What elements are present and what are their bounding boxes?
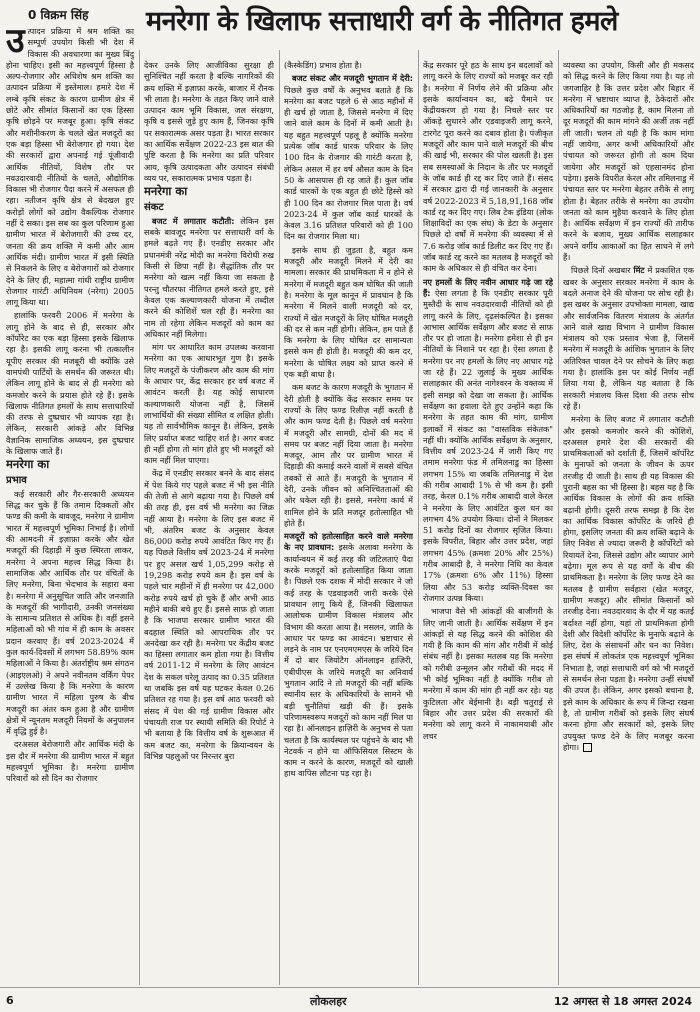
section-subheading: संकट <box>144 201 164 213</box>
article-column-1 <box>6 26 134 984</box>
article-column-4 <box>423 60 553 984</box>
inline-subheading: नए हमलों के लिए नवीन आधार गढ़े जा रहे हैं: <box>423 276 553 298</box>
footer-rule <box>0 987 700 988</box>
paragraph: (कैस्केडिंग) प्रभाव होता है। <box>284 60 362 70</box>
column-divider <box>279 50 280 985</box>
paragraph: कई सरकारी और गैर-सरकारी अध्ययन सिद्ध कर चुके हैं कि तमाम दिक्कतों और फण्ड की कमी के बावजूद, मनरेगा ने ग्रामीण भारत में महत्त्वपूर्ण भूमिका निभाई है। लोगों की आमदनी में इज़ाफ़ा करके और खेत मजदूरों की दिहाड़ी में कुछ स्थिरता लाकर, मनरेगा ने अपना महत्त्व सिद्ध किया है। सामाजिक और आर्थिक तौर पर वंचितों के लिए मनरेगा, बिना भेदभाव के सहारा बना है। मनरेगा में अनुसूचित जाति और जनजाति के मजदूरों की भागीदारी, उनकी जनसंख्या के सामान्य प्रतिशत से अधिक है। वहीं इसने महिलाओं को भी गांव में ही काम के अवसर प्रदान करवाए हैं। वर्ष 2023-2024 में कुल कार्य-दिवसों में लगभग 58.89% काम महिलाओं ने किया है। अंतर्राष्ट्रीय श्रम संगठन (आइएलओ) ने अपने नवीनतम वर्किंग पेपर में उल्लेख किया है कि मनरेगा के कारण ग्रामीण भारत में महिला पुरुष के बीच मजदूरी का अंतर कम हुआ है और ग्रामीण क्षेत्रों में न्यूनतम मजदूरी नियमों के अनुपालन में वृद्धि हुई है। <box>6 488 134 737</box>
article-column-2 <box>144 60 274 984</box>
article-headline: मनरेगा के खिलाफ सत्ताधारी वर्ग के नीतिगत हमले <box>146 6 618 37</box>
column-divider <box>418 50 419 985</box>
article-column-3 <box>284 60 413 984</box>
column-divider <box>558 50 559 985</box>
paragraph: नए हमलों के लिए नवीन आधार गढ़े जा रहे हैं: ऐसा लगता है कि एनडीए सरकार पूरी मुस्तैदी के साथ नवउदारवादी नीतियों को ही लागू करने के लिए, दृढ़संकल्पित है। इसका आभास आर्थिक सर्वेक्षण और बजट से साफ़ तौर पर हो जाता है। मनरेगा हमेशा से ही इन नीतियों के निशाने पर रहा है। ऐसा लगता है मनरेगा पर नए हमलों के लिए नए आधार गढ़े जा रहे हैं। 22 जुलाई के मुख्य आर्थिक सलाहकार की अनंत नागेश्वरन के वक्तव्य में इसी समझ को देखा जा सकता है। आर्थिक सर्वेक्षण का हवाला देते हुए उन्होंने कहा कि मनरेगा के तहत काम की मांग, ग्रामीण इलाकों में संकट का "वास्तविक संकेतक" नहीं थी। क्योंकि आर्थिक सर्वेक्षण के अनुसार, वित्तीय वर्ष 2023-24 में जारी किए गए तमाम मनरेगा फंड में तमिलनाडु का हिस्सा लगभग 15% था जबकि तमिलनाडु में देश की गरीब आबादी 1% से भी कम है। इसी तरह, केरल 0.1% गरीब आबादी वाले केरल ने मनरेगा के लिए आवंटित कुल धन का लगभग 4% उपयोग किया। दोनों ने मिलकर 51 करोड़ दिनों का रोजगार सृजित किया। इसके विपरीत, बिहार और उत्तर प्रदेश, जहां लगभग 45% (क्रमशः 20% और 25%) गरीब आबादी है, ने मनरेगा निधि का केवल 17% (क्रमशः 6% और 11%) हिस्सा लिया और 53 करोड़ व्यक्ति-दिवस का रोजगार उत्पन्न किया। <box>423 276 553 603</box>
paragraph: हालांकि फरवरी 2006 में मनरेगा के लागू होने के बाद से ही, सरकार और कॉर्पोरेट का एक बड़ा हिस्सा इसके खिलाफ रहा है। इसकी लागू करना भी तत्कालीन यूपीए सरकार की मजबूरी थी क्योंकि उसे वामपंथी पार्टियों के समर्थन की जरूरत थी। लेकिन लागू होने के बाद से ही मनरेगा को कमजोर करने के प्रयास होते रहे हैं। इसके खिलाफ नीतिगत हमलों के साथ सत्ताधारियों की तरफ से दुष्प्रचार भी व्यापक रहा है। लेकिन, सरकारी आंकड़े और विभिन्न वैज्ञानिक सामाजिक अध्ययन, इस दुष्प्रचार के खिलाफ जाते हैं। <box>6 310 134 456</box>
paragraph: मनरेगा के लिए बजट में लगातार कटौती और इसको कमजोर करने की कोशिशें, दरअसल हमारे देश की सरकारों की प्राथमिकताओं को दर्शाती हैं, जिसमें कॉर्पोरेट के मुनाफों को जनता के जीवन के ऊपर तरजीह दी जाती है। साथ ही यह विकास की पुरानी बहस का भी हिस्सा है। बहस यह है कि आर्थिक विकास के लोगों की क्रय शक्ति बढ़ानी होगी। दूसरी तरफ समझ है कि देश का आर्थिक विकास कॉर्पोरेट के जरिये ही होगा, इसलिए जनता की क्रय शक्ति बढ़ाने के लिए निवेश से ज्यादा जरूरी है कॉर्पोरेटों को रियायतें देना, जिससे उद्योग और व्यापार आगे बढ़ेगा। मूल रूप से यह वर्गों के बीच की प्राथमिकता है। मनरेगा के लिए फण्ड देने का मतलब है ग्रामीण सर्वहारा (खेत मजदूर, ग्रामीण मजदूर) और सीमांत किसानों को तरजीह देना। नवउदारवाद के दौर में यह कतई बर्दाश्त नहीं होगा, यहां तो प्राथमिकता होगी देशी और विदेशी कॉर्पोरेट के मुनाफे बढ़ाने के लिए, देश के संसाधनों और धन का निवेश। इस संघर्ष में लोकतंत्र एक महत्त्वपूर्ण भूमिका निभाता है, जहां सत्ताधारी वर्ग को भी मजदूरों से समर्थन लेना पड़ता है। मनरेगा उन्हीं संघर्षों की उपज है। लेकिन, अगर इसको बचाना है, इसे काम के अधिकार के रूप में जिन्दा रखना है, तो ग्रामीण गरीबों को इसके लिए संघर्ष करना होगा और सरकारों को, इसके लिए उपयुक्त फण्ड देने के लिए मजबूर करना होगा। <box>563 414 694 752</box>
paragraph: दरअसल बेरोजगारी और आर्थिक मंदी के इस दौर में मनरेगा की ग्रामीण भारत में बहुत महत्त्वपूर्ण भूमिका है। मनरेगा ग्रामीण परिवारों को सौ दिन का रोजगार <box>6 739 134 784</box>
publication-name: लोकलहर <box>310 995 347 1008</box>
paragraph: उत्पादन प्रक्रिया में श्रम शक्ति का सम्पूर्ण उपयोग किसी भी देश में विकास की अवधारणा का मुख्य बिंदु होना चाहिए। इसी का महत्त्वपूर्ण हिस्सा है अल्प-रोजगार और अधिशेष श्रम शक्ति का उत्पादन प्रक्रिया में इस्तेमाल। हमारे देश में लम्बे कृषि संकट के कारण ग्रामीण क्षेत्र में छोटे और सीमांत किसानों का एक हिस्सा कृषि छोड़ने पर मजबूर हुआ। कृषि संकट और मशीनीकरण के चलते खेत मजदूरों का एक बड़ा हिस्सा भी बेरोजगार हो गया। देश की सरकारों द्वारा अपनाई गई पूंजीवादी आर्थिक नीतियों, विशेष तौर पर नवउदारवादी नीतियों के चलते, औद्योगिक विकास भी रोजगार पैदा करने में असफल ही रहा। नतीजन कृषि क्षेत्र से बेदखल हुए करोड़ों लोगों को उद्योग वैकल्पिक रोजगार नहीं दे सका। इस सब का कुल परिणाम हुआ ग्रामीण भारत में बेरोजगारी की उच्च दर, जनता की क्रय शक्ति में कमी और आम आर्थिक मंदी। ग्रामीण भारत में इसी स्थिति से निकलने के लिए व बेरोजगारों को रोजगार देने के लिए ही, महात्मा गांधी राष्ट्रीय ग्रामीण रोजगार गारंटी अधिनियम (नरेगा) 2005 लागू किया था। <box>6 26 134 308</box>
paragraph: पिछले दिनों अखबार मिंट में प्रकाशित एक खबर के अनुसार सरकार मनरेगा में काम के बदले अनाज देने की योजना पर सोच रही है। इस खबर के अनुसार उपभोक्ता मामला, खाद्य और सार्वजनिक वितरण मंत्रालय के अंतर्गत आने वाले खाद्य विभाग ने ग्रामीण विकास मंत्रालय को एक प्रस्ताव भेजा है, जिसमें मनरेगा में मजदूरी के आंशिक भुगतान के लिए अतिरिक्त चावल देने पर सोचने के लिए कहा गया है। हालांकि इस पर कोई निर्णय नहीं लिया गया है, लेकिन यह बताता है कि सरकारी मंत्रालय किस दिशा की तरफ सोच रहे हैं। <box>563 265 694 411</box>
section-heading: मनरेगा का <box>144 184 188 199</box>
inline-subheading: बजट में लगातार कटौती: <box>152 215 235 226</box>
paragraph: बजट में लगातार कटौती: लेकिन इस सबके बावजूद मनरेगा पर सत्ताधारी वर्ग के हमले बढ़ते गए हैं। एनडीए सरकार और प्रधानमंत्री नरेंद्र मोदी का मनरेगा विरोधी रुख किसी से छिपा नहीं है। सैद्धांतिक तौर पर मनरेगा को खत्म नहीं किया जा सकता है परन्तु चौतरफा नीतिगत हमले करते हुए, इसे केवल एक कल्याणकारी योजना में तब्दील करने की कोशिशें चल रही हैं। मनरेगा का नाम तो रहेगा लेकिन मजदूरों को काम का अधिकार नहीं मिलेगा। <box>144 215 274 339</box>
paragraph: मांग पर आधारित काम उपलब्ध करवाना मनरेगा का एक आधारभूत गुण है। इसके लिए मजदूरों के पंजीकरण और काम की मांग के आधार पर, केंद्र सरकार हर वर्ष बजट में आवंटन करती है। यह कोई साधारण कल्याणकारी योजना नहीं है, जिसमें लाभार्थियों की संख्या सीमित व लक्षित होती। यह तो सार्वभौमिक कानून है। लेकिन, इसके लिए प्रर्याप्त बजट चाहिए शर्त है। अगर बजट ही नहीं होगा तो मांग होते हुए भी मजदूरों को काम नहीं मिल पाएगा। <box>144 342 274 466</box>
paragraph: मजदूरों को हतोत्साहित करने वाले मनरेगा के नए प्रावधान: इसके अलावा मनरेगा के कार्यान्वयन में कई तरह की जटिलताएं पैदा करके मजदूरों को हतोत्साहित किया जाता है। पिछले एक दशक में मोदी सरकार ने जो कई तरह के एडवाइजरी जारी करके ऐसे प्रावधान लागू किये हैं, जिनकी खिलाफत आलोचक ग्रामीण विकास मंत्रालय और विभाग की करता आया है। मसलन, जाति के आधार पर फण्ड का आवंटन। भ्रष्टाचार से लड़ने के नाम पर एनएमएमएस के जरिये दिन में दो बार जियोटैग ऑनलाइन हाज़िरी, एबीपीएस के जरिये मजदूरी का अनिवार्य भुगतान आदि ने तो मजदूरों की नहीं बल्कि स्थानीय स्तर के अधिकारियों के सामने भी बड़ी चुनौतियां खड़ी की हैं। इसके परिणामस्वरूप मजदूरों को काम नहीं मिल पा रहा है। ऑनलाइन हाज़िरी के अनुभव से पता चलता है कि कार्यस्थल पर पहुंचने के बाद भी नेटवर्क न होने या ऑफिसियल सिस्टम के काम न करने के कारण, मजदूरों को खाली हाथ वापिस लौटना पड़ रहा है। <box>284 531 413 779</box>
paragraph: केंद्र में एनडीए सरकार बनने के बाद संसद में पेश किये गए पहले बजट में भी इस नीति की तेजी से आगे बढ़ाया गया है। पिछले वर्ष की तरह ही, इस वर्ष भी मनरेगा का जिक्र नहीं आया है। मनरेगा के लिए इस बजट में भी, अंतरिम बजट के अनुसार केवल 86,000 करोड़ रुपये आवंटित किए गए हैं। यह पिछले वित्तीय वर्ष 2023-24 में मनरेगा पर हुए असल खर्च 1,05,299 करोड़ से 19,298 करोड़ रुपये कम है। इस वर्ष के पहले चार महीनों में ही मनरेगा पर 42,000 करोड़ रुपये खर्च हो चुके हैं और अभी आठ महीने बाकी बचे हुए हैं। इससे साफ़ हो जाता है कि भाजपा सरकार ग्रामीण भारत की बदहाल स्थिति को आपराधिक तौर पर अनदेखा कर रही है। मनरेगा पर केंद्रीय बजट का हिस्सा लगातार कम होता गया है। वित्तीय वर्ष 2011-12 में मनरेगा के लिए आवंटन देश के सकल घरेलू उत्पाद का 0.35 प्रतिशत था जबकि इस वर्ष यह घटकर केवल 0.26 प्रतिशत रह गया है। इस वर्ष आठ फरवरी को संसद में पेश की गई ग्रामीण विकास और पंचायती राज पर स्थायी समिति की रिपोर्ट ने भी बताया है कि वित्तीय वर्ष के शुरूआत में कम बजट का, मनरेगा के क्रियान्वयन के विभिन्न पहलुओं पर निरन्तर बुरा <box>144 468 274 761</box>
paragraph: केंद्र सरकार पूरे हठ के साथ इन बदलावों को लागू करने के लिए राज्यों को मजबूर कर रही है। मनरेगा में निर्णय लेने की प्रक्रिया और इसके कार्यान्वयन का, बढ़े पैमाने पर केंद्रीयकरण हो गया है। निचले स्तर पर ऑकड़े सुधारने और एडवाइजरी लागू करने, टारगेट पूरा करने का दबाव होता है। पंजीकृत मजदूरों और काम पाने वाले मजदूरों की बीच की खाई भी, सरकार की पोल खलती है। इस सब समस्याओं के निदान के तौर पर मजदूरों के जॉब कार्ड ही रद्द कर दिए जाते हैं। संसद में सरकार द्वारा दी गई जानकारी के अनुसार वर्ष 2022-2023 में 5,18,91,168 जॉब कार्ड रद्द कर दिए गए। लिब टेक इंडिया (लोक शिक्षाविदों का एक संघ) के डेटा के अनुसार पिछले दो वर्षों में मनरेगा की व्यवस्था में से 7.6 करोड़ जॉब कार्ड डिलीट कर दिए गए हैं। जॉब कार्ड रद्द करने का मतलब है मजदूरों को काम के अधिकार से ही वंचित कर देना। <box>423 60 553 274</box>
column-divider <box>139 50 140 985</box>
paragraph: इसके साथ ही जुड़ता है, बहुत कम मजदूरी और मजदूरी मिलने में देरी का मामला। सरकार की प्राथमिकता में न होने से मनरेगा में मजदूरी बहुत कम घोषित की जाती है। मनरेगा के मूल कानून में प्रावधान है कि मनरेगा में मिलने वाली मजदूरी को दर, राज्यों में खेत मजदूरों के लिए घोषित मजदूरी की दर से कम नहीं होगी। लेकिन, हम पाते हैं कि मनरेगा के लिए घोषित दर सामान्यतः इससे कम ही होती है। मजदूरी की कम दर, मनरेगा के घोषित लक्ष्य को प्राप्त करने में एक बड़ी बाधा है। <box>284 244 413 380</box>
drop-cap: उ <box>6 26 25 61</box>
paragraph: बजट संकट और मजदूरी भुगतान में देरी: पिछले कुछ वर्षों के अनुभव बताते हैं कि मनरेगा का बजट पहले 6 से आठ महीनों में ही खर्च हो जाता है, जिससे मनरेगा में दिए जाने वाले काम के दिनों में कमी आती है। यह बहुत महत्त्वपूर्ण पहलू है क्योंकि मनरेगा प्रत्येक जॉब कार्ड धारक परिवार के लिए 100 दिन के रोजगार की गारंटी करता है, लेकिन असल में हर वर्ष औसत काम के दिन 50 के आसपास ही रह जाते हैं। कुल जॉब कार्ड धारकों के एक बहुत ही छोटे हिस्से को ही 100 दिन का रोजगार मिल पाता है। वर्ष 2023-24 में कुल जॉब कार्ड धारकों के केवल 3.16 प्रतिशत परिवारों को ही 100 दिन का रोजगार मिला था। <box>284 73 413 242</box>
inline-subheading: मजदूरों को हतोत्साहित करने वाले मनरेगा के नए प्रावधान: <box>284 531 413 553</box>
paragraph: व्यवस्था का उपयोग, किसी और ही मकसद को सिद्ध करने के लिए किया गया है। यह तो जगजाहिर है कि उत्तर प्रदेश और बिहार में मनरेगा में भ्रष्टाचार व्याप्त है, ठेकेदारों और अधिकारियों का गठजोड़ है, काम मिलना तो दूर मजदूरों की काम मांगने की अर्जी तक नहीं ली जाती। चलन तो यही है कि काम मांगा नहीं जायेगा, अगर कभी अधिकारियों और पंचायत को जरूरत होगी तो काम दिया जायेगा और मजदूरों को एहसानमंद होना पड़ेगा। इसके विपरीत केरल और तमिलनाडु में पंचायत स्तर पर मनरेगा बेहतर तरीके से लागू होता है। बेहतर तरीके से मनरेगा का उपयोग जनता को काम मुहैया करवाने के लिए होता है। आर्थिक सर्वेक्षण में इन राज्यों की तारीफ करने के बजाय, मुख्य आर्थिक सलाहकार अपने वर्गीय आकाओं का हित साधने में लगे हैं। <box>563 60 694 263</box>
inline-subheading: बजट संकट और मजदूरी भुगतान में देरी: <box>292 73 413 84</box>
end-mark-icon <box>583 743 592 752</box>
paragraph: भाजपा वैसे भी आंकड़ों की बाजीगरी के लिए जानी जाती है। आर्थिक सर्वेक्षण में इन आंकड़ों से यह सिद्ध करने की कोशिश की गयी है कि काम की मांग और गरीबी में कोई संबंध नहीं है। इसका मतलब यह कि मनरेगा को गरीबी उन्मूलन और गरीबों की मदद में भी कोई भूमिका नहीं है क्योंकि गरीब तो मनरेगा में काम की मांग ही नहीं कर रहे। यह कुटिलता और बेईमानी है। बड़ी चतुराई से बिहार और उत्तर प्रदेश की सरकारों की मनरेगा को लागू करने में नाकामयाबी और लचर <box>423 606 553 741</box>
article-column-5 <box>563 60 694 984</box>
section-heading: मनरेगा का <box>6 457 50 472</box>
section-subheading: प्रभाव <box>6 474 27 486</box>
page-number: 6 <box>6 994 14 1007</box>
author-byline: 0 विक्रम सिंह <box>28 8 89 22</box>
paragraph: कम बजट के कारण मजदूरी के भुगतान में देरी होती है क्योंकि केंद्र सरकार समय पर राज्यों के लिए फण्ड रिलीज़ नहीं करती है और काम फण्ड देती है। पिछले वर्ष मनरेगा में मजदूरी और सामग्री, दोनों की मद में समय पर बजट नहीं दिया जाता है। मनरेगा मजदूर, आम तौर पर ग्रामीण भारत में दिहाड़ी की कमाई करने वालों में सबसे वंचित तबकों से आते हैं। मजदूरी के भुगतान में देरी, उनके जीवन को अनिश्चितताओं की ओर धकेल रही है। इससे, मनरेगा कार्य में शामिल होने के प्रति मजदूर हतोत्साहित भी होते हैं। <box>284 382 413 528</box>
newspaper-name: मिंट <box>633 265 645 276</box>
page-footer <box>0 990 700 1012</box>
paragraph: देकर उनके लिए आजीविका सुरक्षा ही सुनिश्चित नहीं करता है बल्कि नागरिकों की क्रय शक्ति में इज़ाफ़ा करके, बाजार में रौनक भी लाता है। मनरेगा के तहत किए जाने वाले उत्पादन काम भूमि विकास, जल संरक्षण, कृषि व इससे जुड़े हुए काम हैं, जिनका कृषि पर सकारात्मक असर पड़ता है। भारत सरकार का आर्थिक सर्वेक्षण 2022-23 इस बात की पुष्टि करता है कि मनरेगा का प्रति परिवार आय, कृषि उत्पादकता और उत्पादन संबंधी व्यय पर, सकारात्मक प्रभाव पड़ता है। <box>144 60 274 183</box>
issue-date: 12 अगस्त से 18 अगस्त 2024 <box>553 995 692 1008</box>
